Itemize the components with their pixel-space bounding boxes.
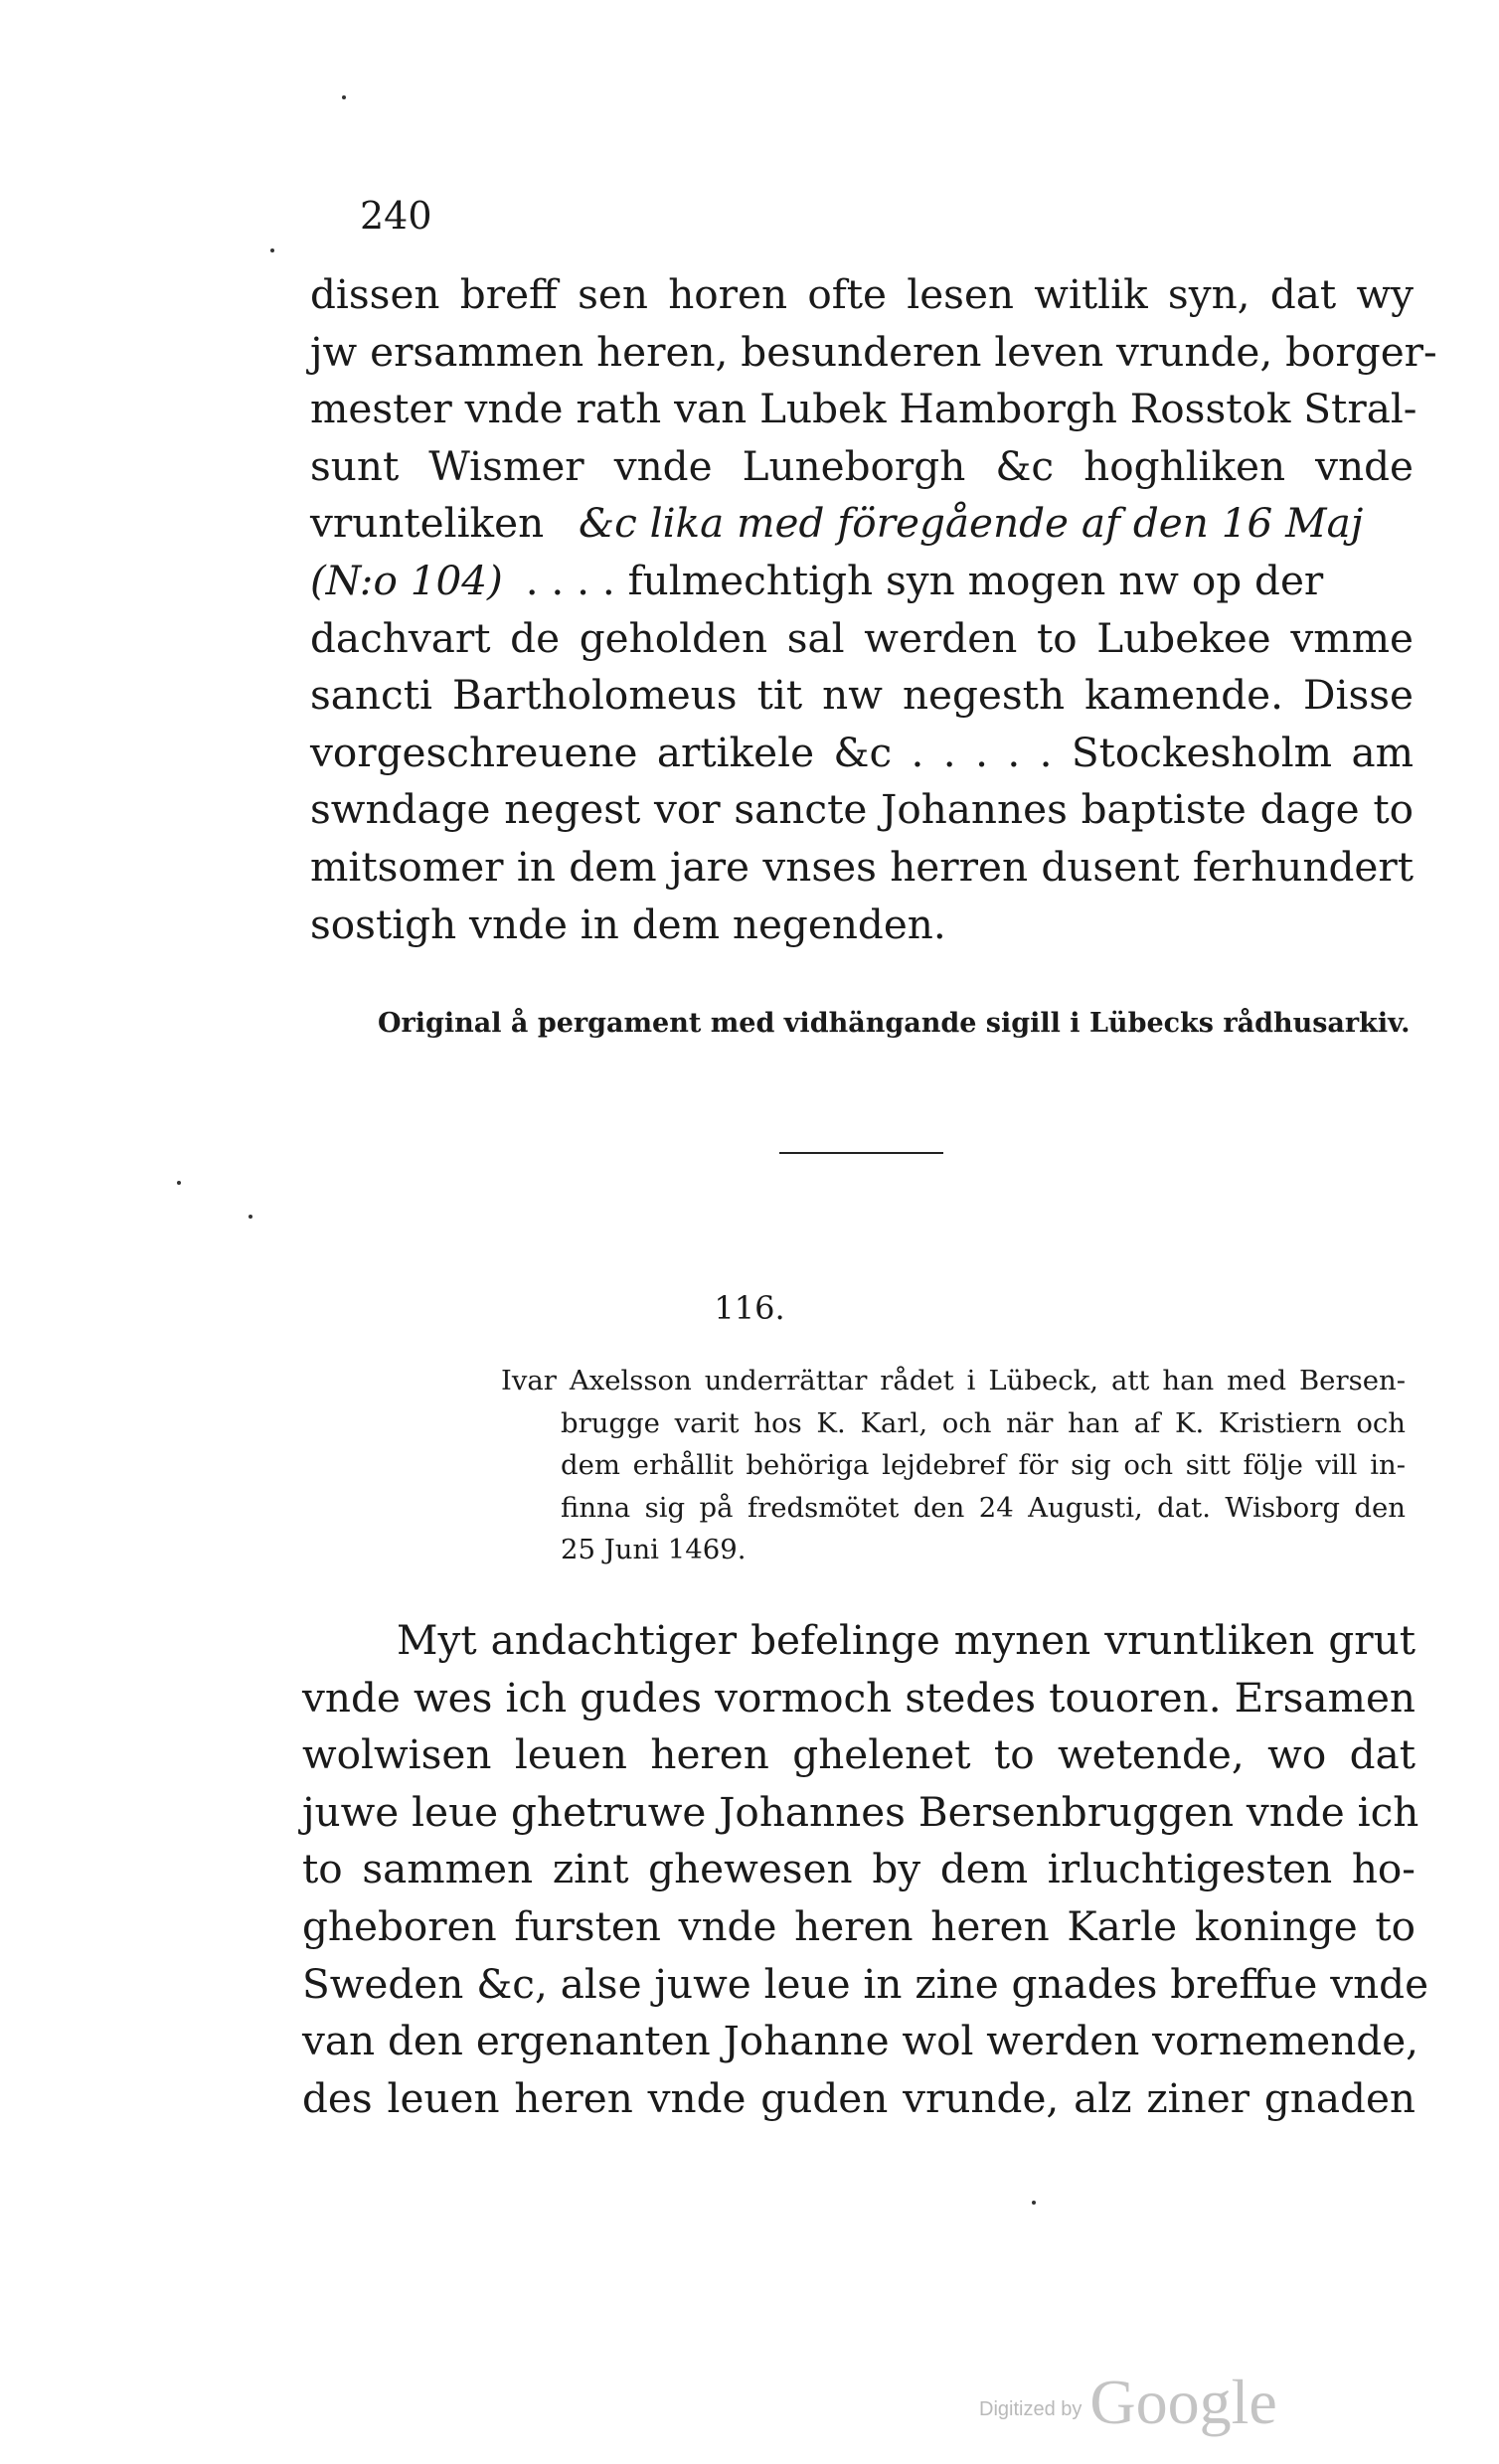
digitization-watermark <box>979 2366 1277 2439</box>
google-logo: Google <box>1089 2367 1277 2437</box>
text-line: van den ergenanten Johanne wol werden vornemende, <box>302 2017 1419 2065</box>
scan-speck <box>177 1181 181 1185</box>
text-line: juwe leue ghetruwe Johannes Bersenbruggen vnde ich <box>302 1787 1419 1836</box>
scan-speck <box>1032 2201 1036 2205</box>
text-line: dissen breff sen horen ofte lesen witlik syn, dat wy <box>310 270 1414 318</box>
document-summary <box>501 1360 1406 1571</box>
letter-text-part-2 <box>302 1612 1429 2127</box>
roman-text: . . . . fulmechtigh syn mogen nw op der <box>525 556 1324 604</box>
text-line: swndage negest vor sancte Johannes baptiste dage to <box>310 785 1414 834</box>
scan-speck <box>342 95 346 99</box>
scan-speck <box>270 248 274 252</box>
text-line-mixed <box>310 495 1414 553</box>
section-divider <box>779 1152 943 1154</box>
text-line: mitsomer in dem jare vnses herren dusent ferhundert <box>310 842 1414 891</box>
text-line: sostigh vnde in dem negenden. <box>310 900 946 948</box>
text-line: sancti Bartholomeus tit nw negesth kamende. Disse <box>310 671 1414 720</box>
text-line-mixed <box>310 553 1414 610</box>
editorial-italic-note: &c lika med föregående af den 16 Maj <box>579 499 1364 548</box>
summary-line: finna sig på fredsmötet den 24 Augusti, dat. Wisborg den <box>561 1491 1406 1524</box>
text-line: vnde wes ich gudes vormoch stedes touoren. Ersamen <box>302 1673 1416 1722</box>
summary-line: 25 Juni 1469. <box>561 1534 747 1565</box>
text-line: sunt Wismer vnde Luneborgh &c hoghliken vnde <box>310 441 1414 490</box>
text-line: Myt andachtiger befelinge mynen vruntliken grut <box>397 1616 1416 1664</box>
summary-line: brugge varit hos K. Karl, och när han af K. Kristiern och <box>561 1406 1406 1439</box>
roman-text: vrunteliken <box>310 499 545 548</box>
summary-line: Ivar Axelsson underrättar rådet i Lübeck, att han med Bersen- <box>501 1365 1406 1396</box>
editorial-italic-reference: (N:o 104) <box>310 556 503 604</box>
source-note: Original å pergament med vidhängande sigill i Lübecks rådhusarkiv. <box>378 1008 1411 1039</box>
text-line: vorgeschreuene artikele &c . . . . . Stockesholm am <box>310 728 1414 776</box>
summary-line: dem erhållit behöriga lejdebref för sig och sitt följe vill in- <box>561 1449 1406 1481</box>
scan-speck <box>249 1215 252 1219</box>
watermark-prefix: Digitized by <box>979 2398 1083 2420</box>
text-line: wolwisen leuen heren ghelenet to wetende, wo dat <box>302 1730 1416 1779</box>
text-line: jw ersammen heren, besunderen leven vrunde, borger- <box>310 327 1437 376</box>
document-number: 116. <box>714 1289 785 1327</box>
text-line: mester vnde rath van Lubek Hamborgh Rosstok Stral- <box>310 385 1417 433</box>
text-line: des leuen heren vnde guden vrunde, alz ziner gnaden <box>302 2073 1416 2122</box>
text-line: Sweden &c, alse juwe leue in zine gnades breffue vnde <box>302 1959 1429 2008</box>
page-number: 240 <box>360 194 432 238</box>
text-line: gheboren fursten vnde heren heren Karle koninge to <box>302 1901 1416 1950</box>
text-line: dachvart de geholden sal werden to Lubekee vmme <box>310 613 1414 662</box>
letter-text-part-1 <box>310 266 1437 953</box>
text-line: to sammen zint ghewesen by dem irluchtigesten ho- <box>302 1845 1416 1893</box>
